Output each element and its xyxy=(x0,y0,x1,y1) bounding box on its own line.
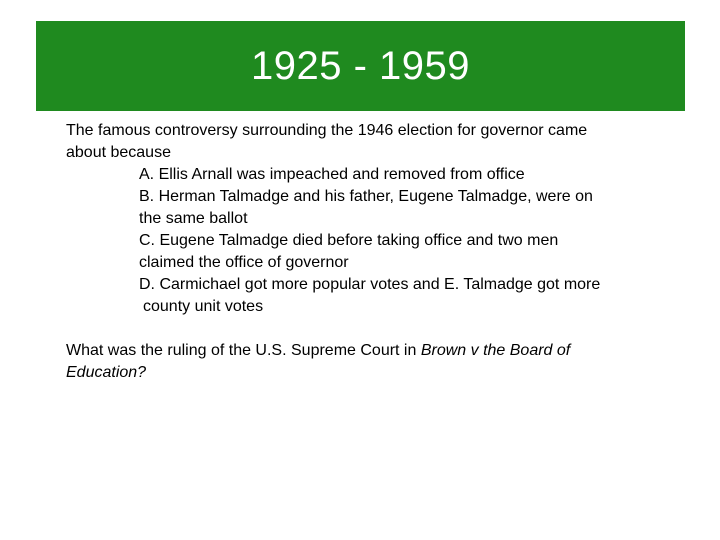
slide-title: 1925 - 1959 xyxy=(250,43,470,88)
question2-line1 xyxy=(66,340,676,362)
question1-stem-line2: about because xyxy=(66,144,171,161)
option-c-line1: C. Eugene Talmadge died before taking office and two men xyxy=(139,232,559,249)
question2-line2: Education? xyxy=(66,364,147,381)
option-b-line1: B. Herman Talmadge and his father, Eugene Talmadge, were on xyxy=(139,188,593,205)
question2-case-name: Brown v the Board of xyxy=(420,342,571,359)
option-a: A. Ellis Arnall was impeached and removed from office xyxy=(139,166,525,183)
slide-body xyxy=(66,120,676,384)
title-bar xyxy=(36,21,685,111)
option-b-line2: the same ballot xyxy=(139,210,248,227)
option-c-line2: claimed the office of governor xyxy=(139,254,349,271)
question2-prefix: What was the ruling of the U.S. Supreme Court in xyxy=(66,342,421,359)
option-d-line1: D. Carmichael got more popular votes and E. Talmadge got more xyxy=(139,276,601,293)
question1-stem-line1: The famous controversy surrounding the 1946 election for governor came xyxy=(66,122,588,139)
option-d-line2: county unit votes xyxy=(143,298,264,315)
spacer xyxy=(66,318,676,340)
